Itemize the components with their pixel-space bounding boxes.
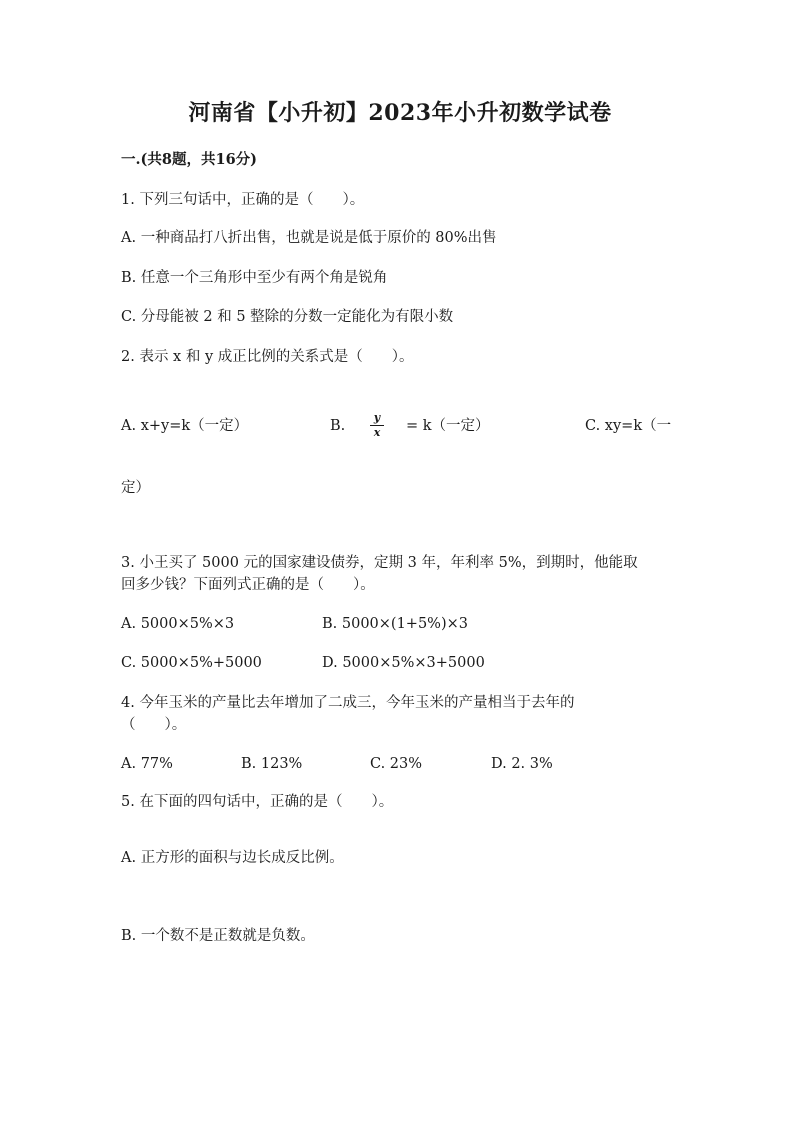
question-1-stem: 1. 下列三句话中，正确的是（ ）。 — [121, 192, 365, 208]
question-4-option-a: A. 77% — [121, 756, 173, 772]
question-4-option-b: B. 123% — [241, 756, 303, 772]
question-3-option-c: C. 5000×5%+5000 — [121, 655, 262, 671]
question-3-option-d: D. 5000×5%×3+5000 — [322, 655, 485, 671]
question-3-option-b: B. 5000×(1+5%)×3 — [322, 616, 468, 632]
fraction-numerator: y — [373, 411, 381, 424]
question-3-stem-line2: 回多少钱？下面列式正确的是（ ）。 — [121, 577, 375, 593]
question-5-option-b: B. 一个数不是正数就是负数。 — [121, 928, 315, 944]
question-3-option-a: A. 5000×5%×3 — [121, 616, 235, 632]
exam-title: 河南省【小升初】2023年小升初数学试卷 — [188, 100, 612, 126]
fraction-denominator: x — [373, 426, 381, 439]
question-4-option-d: D. 2. 3% — [491, 756, 553, 772]
question-5-stem: 5. 在下面的四句话中，正确的是（ ）。 — [121, 794, 394, 810]
question-4-option-c: C. 23% — [370, 756, 423, 772]
section-heading: 一.(共8题，共16分) — [121, 151, 258, 168]
question-3-stem-line1: 3. 小王买了 5000 元的国家建设债券，定期 3 年，年利率 5%，到期时，他能取 — [121, 555, 638, 571]
question-4-stem-line1: 4. 今年玉米的产量比去年增加了二成三，今年玉米的产量相当于去年的 — [121, 695, 575, 711]
question-4-stem-line2: （ ）。 — [121, 717, 187, 733]
question-2-option-a: A. x+y=k（一定） — [121, 418, 249, 434]
question-1-option-b: B. 任意一个三角形中至少有两个角是锐角 — [121, 270, 388, 286]
question-5-option-a: A. 正方形的面积与边长成反比例。 — [121, 850, 344, 866]
question-2-option-c-continued: 定） — [121, 480, 150, 496]
question-1-option-c: C. 分母能被 2 和 5 整除的分数一定能化为有限小数 — [121, 309, 454, 325]
question-2-option-c: C. xy=k（一 — [585, 418, 672, 434]
question-2-fraction — [370, 412, 384, 439]
question-2-stem: 2. 表示 x 和 y 成正比例的关系式是（ ）。 — [121, 349, 414, 365]
question-2-option-b-rest: = k（一定） — [406, 418, 490, 434]
question-1-option-a: A. 一种商品打八折出售，也就是说是低于原价的 80%出售 — [121, 230, 497, 246]
question-2-option-b-label: B. — [330, 418, 346, 434]
